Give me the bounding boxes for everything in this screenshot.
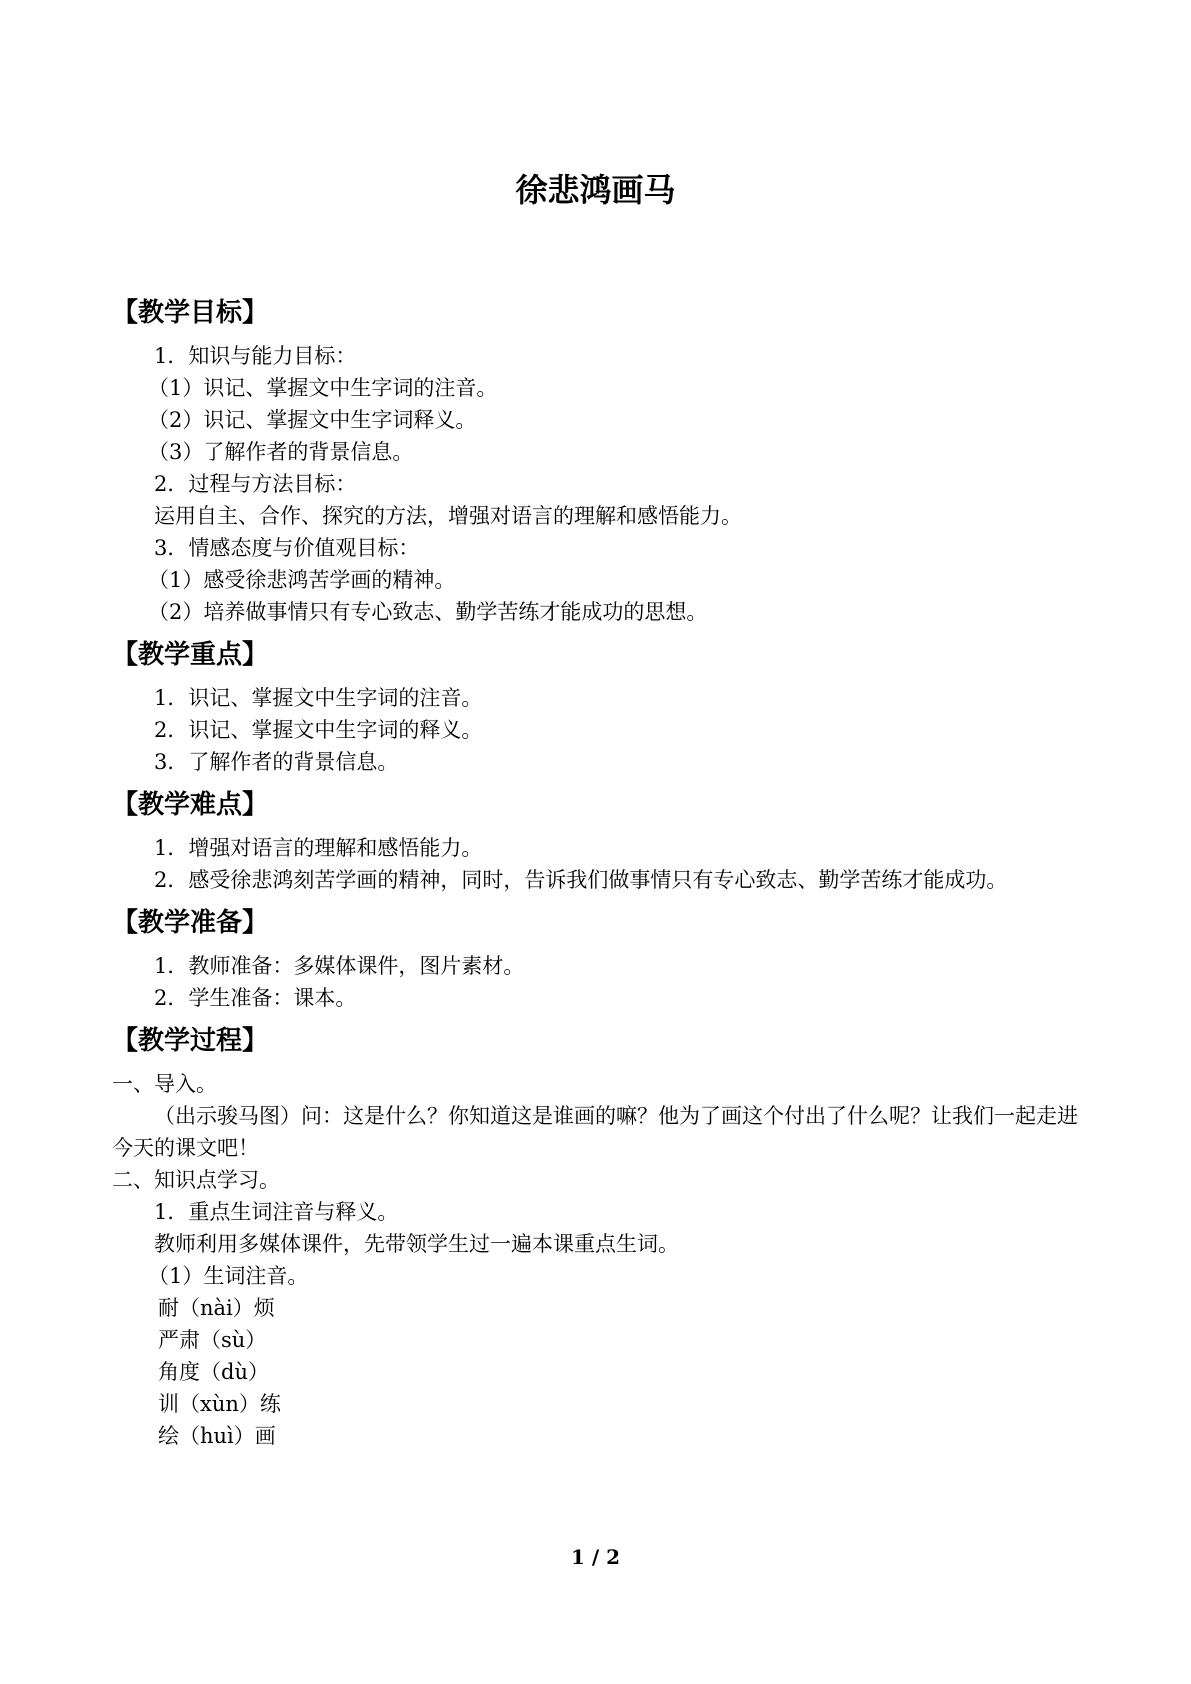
section-heading: 【教学难点】 xyxy=(112,790,269,820)
key-point-line: 3．了解作者的背景信息。 xyxy=(154,750,399,774)
section-process xyxy=(112,1024,1092,1452)
goal-line: （1）识记、掌握文中生字词的注音。 xyxy=(148,376,498,400)
vocab-item: 绘（huì）画 xyxy=(158,1424,276,1448)
document-body xyxy=(112,296,1092,1452)
process-line: 1．重点生词注音与释义。 xyxy=(154,1200,399,1224)
preparation-line: 1．教师准备：多媒体课件，图片素材。 xyxy=(154,954,525,978)
section-preparation xyxy=(112,906,1092,1014)
process-line: 教师利用多媒体课件，先带领学生过一遍本课重点生词。 xyxy=(154,1232,679,1256)
section-difficulties xyxy=(112,788,1092,896)
goal-line: 3．情感态度与价值观目标： xyxy=(154,536,420,560)
section-goals xyxy=(112,296,1092,628)
goal-line: 2．过程与方法目标： xyxy=(154,472,357,496)
difficulty-line: 1．增强对语言的理解和感悟能力。 xyxy=(154,836,483,860)
section-heading: 【教学重点】 xyxy=(112,640,269,670)
process-line: （出示骏马图）问：这是什么？你知道这是谁画的嘛？他为了画这个付出了什么呢？让我们一起走进今天的课文吧！ xyxy=(112,1104,1078,1160)
section-heading: 【教学过程】 xyxy=(112,1026,269,1056)
section-heading: 【教学目标】 xyxy=(112,298,269,328)
key-point-line: 2．识记、掌握文中生字词的释义。 xyxy=(154,718,483,742)
difficulty-line: 2．感受徐悲鸿刻苦学画的精神，同时，告诉我们做事情只有专心致志、勤学苦练才能成功。 xyxy=(154,868,1008,892)
goal-line: 1．知识与能力目标： xyxy=(154,344,357,368)
goal-line: （3）了解作者的背景信息。 xyxy=(148,440,414,464)
process-line: 一、导入。 xyxy=(112,1072,217,1096)
goal-line: 运用自主、合作、探究的方法，增强对语言的理解和感悟能力。 xyxy=(154,504,742,528)
goal-line: （1）感受徐悲鸿苦学画的精神。 xyxy=(148,568,456,592)
vocab-item: 严肃（sù） xyxy=(158,1328,267,1352)
vocab-item: 角度（dù） xyxy=(158,1360,269,1384)
key-point-line: 1．识记、掌握文中生字词的注音。 xyxy=(154,686,483,710)
document-title: 徐悲鸿画马 xyxy=(515,171,676,209)
process-line: （1）生词注音。 xyxy=(148,1264,309,1288)
vocab-item: 耐（nài）烦 xyxy=(158,1296,275,1320)
section-heading: 【教学准备】 xyxy=(112,908,269,938)
goal-line: （2）识记、掌握文中生字词释义。 xyxy=(148,408,477,432)
page-number: 1 / 2 xyxy=(570,1545,621,1569)
process-line: 二、知识点学习。 xyxy=(112,1168,280,1192)
section-key-points xyxy=(112,638,1092,778)
vocab-item: 训（xùn）练 xyxy=(158,1392,281,1416)
preparation-line: 2．学生准备：课本。 xyxy=(154,986,357,1010)
goal-line: （2）培养做事情只有专心致志、勤学苦练才能成功的思想。 xyxy=(148,600,708,624)
